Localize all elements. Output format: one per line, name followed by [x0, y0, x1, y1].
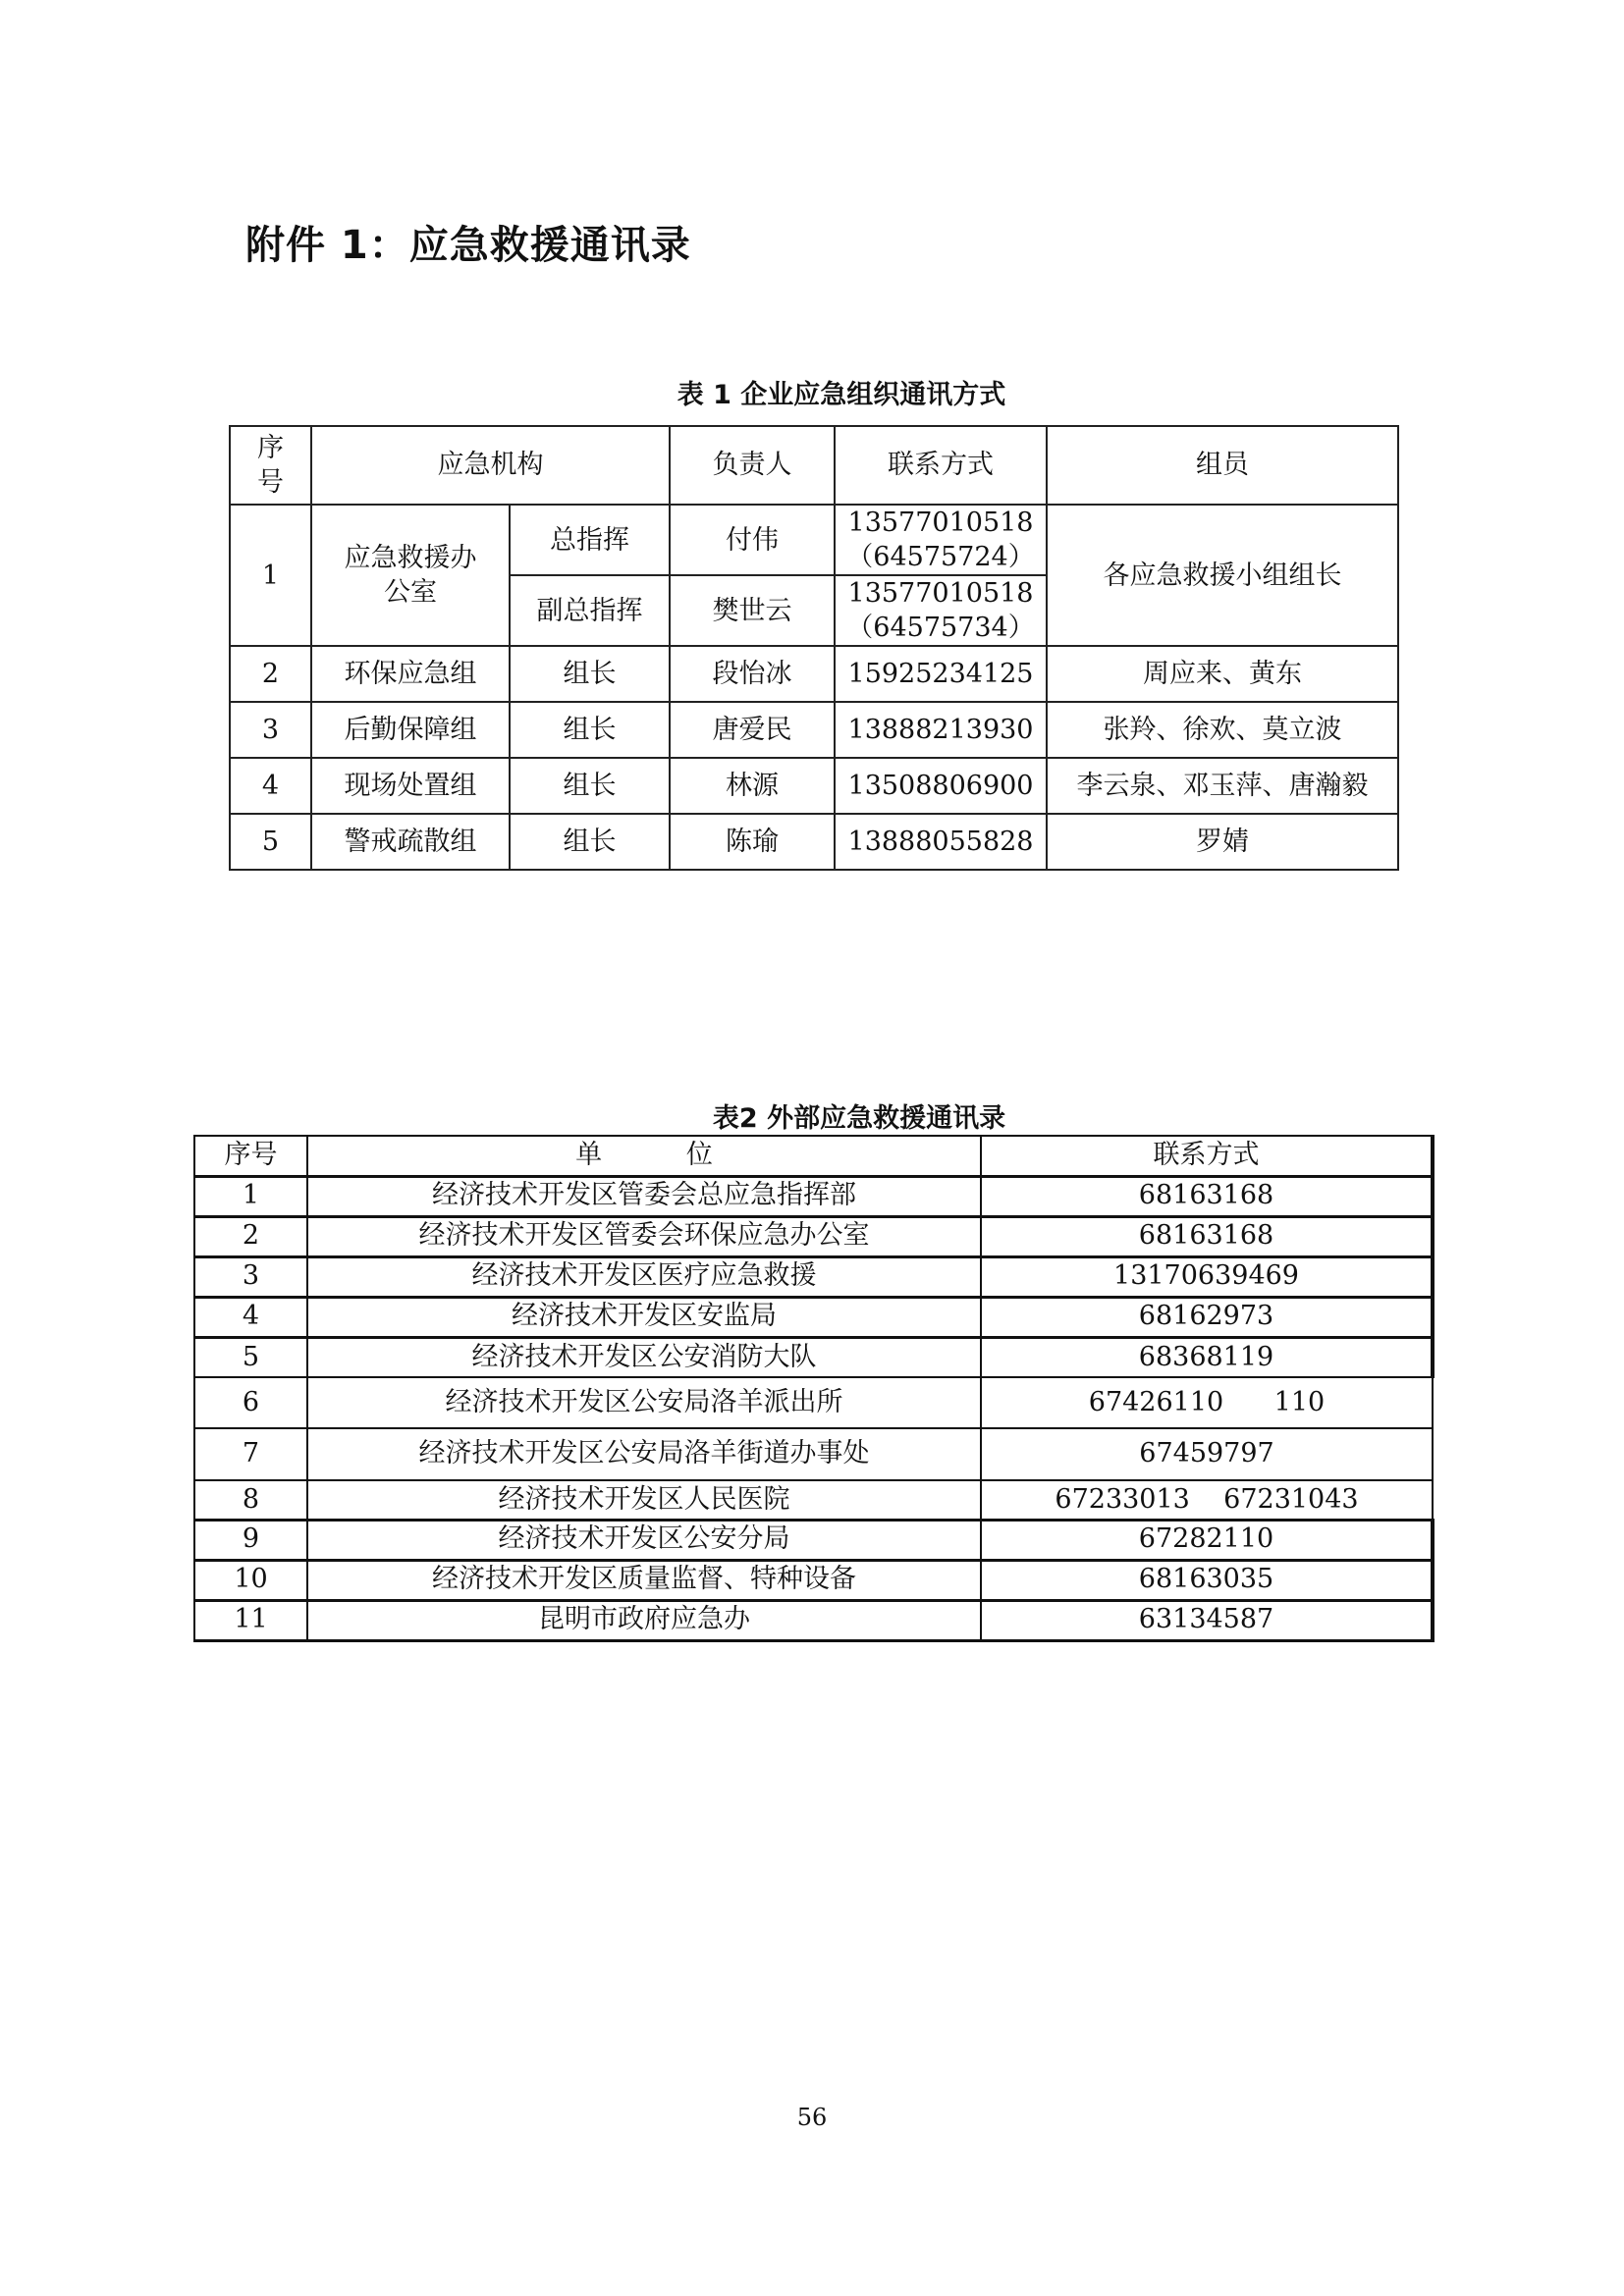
leader-name: 段怡冰	[670, 646, 835, 702]
row-seq: 4	[230, 758, 311, 814]
header-seq: 序号	[194, 1136, 307, 1176]
table-row	[194, 1480, 1433, 1520]
contact-phone: 67426110 110	[981, 1377, 1433, 1428]
row-seq: 3	[230, 702, 311, 758]
table-row	[194, 1428, 1433, 1480]
row-seq: 6	[194, 1377, 307, 1428]
members: 李云泉、邓玉萍、唐瀚毅	[1047, 758, 1398, 814]
leader-name: 林源	[670, 758, 835, 814]
table-row	[194, 1520, 1433, 1560]
table-row	[230, 646, 1398, 702]
table-row	[194, 1256, 1433, 1297]
unit-name: 经济技术开发区医疗应急救援	[307, 1256, 981, 1297]
unit-name: 经济技术开发区公安分局	[307, 1520, 981, 1560]
contact-phone: 68163168	[981, 1176, 1433, 1216]
table-row	[194, 1377, 1433, 1428]
emergency-org-table	[229, 425, 1399, 871]
table-row	[194, 1297, 1433, 1337]
row-seq: 7	[194, 1428, 307, 1480]
org-name: 应急救援办 公室	[311, 505, 510, 646]
row-seq: 8	[194, 1480, 307, 1520]
header-unit: 单 位	[307, 1136, 981, 1176]
row-seq: 4	[194, 1297, 307, 1337]
members: 罗婧	[1047, 814, 1398, 870]
table-row	[194, 1560, 1433, 1600]
leader-name: 陈瑜	[670, 814, 835, 870]
unit-name: 经济技术开发区公安消防大队	[307, 1337, 981, 1377]
role: 组长	[510, 758, 670, 814]
unit-name: 经济技术开发区安监局	[307, 1297, 981, 1337]
contact-phone: 67282110	[981, 1520, 1433, 1560]
unit-name: 经济技术开发区管委会环保应急办公室	[307, 1216, 981, 1256]
header-members: 组员	[1047, 426, 1398, 505]
leader-name: 唐爱民	[670, 702, 835, 758]
contact-phone: 13577010518 （64575724）	[835, 505, 1047, 575]
table1-header-row	[230, 426, 1398, 505]
unit-name: 昆明市政府应急办	[307, 1600, 981, 1640]
org-name: 现场处置组	[311, 758, 510, 814]
contact-phone: 68163035	[981, 1560, 1433, 1600]
role: 组长	[510, 814, 670, 870]
table-row	[194, 1337, 1433, 1377]
org-name: 环保应急组	[311, 646, 510, 702]
contact-phone: 68162973	[981, 1297, 1433, 1337]
header-org: 应急机构	[311, 426, 670, 505]
unit-name: 经济技术开发区公安局洛羊派出所	[307, 1377, 981, 1428]
row-seq: 11	[194, 1600, 307, 1640]
role: 总指挥	[510, 505, 670, 575]
role: 副总指挥	[510, 575, 670, 646]
header-contact: 联系方式	[981, 1136, 1433, 1176]
row-seq: 9	[194, 1520, 307, 1560]
contact-phone: 13170639469	[981, 1256, 1433, 1297]
leader-name: 樊世云	[670, 575, 835, 646]
table-row	[230, 505, 1398, 575]
unit-name: 经济技术开发区管委会总应急指挥部	[307, 1176, 981, 1216]
contact-phone: 68368119	[981, 1337, 1433, 1377]
row-seq: 5	[230, 814, 311, 870]
unit-name: 经济技术开发区人民医院	[307, 1480, 981, 1520]
row-seq: 3	[194, 1256, 307, 1297]
table-row	[230, 758, 1398, 814]
contact-phone: 13888055828	[835, 814, 1047, 870]
row-seq: 2	[230, 646, 311, 702]
external-contacts-table	[193, 1135, 1435, 1642]
members: 各应急救援小组组长	[1047, 505, 1398, 646]
row-seq: 5	[194, 1337, 307, 1377]
contact-phone: 67459797	[981, 1428, 1433, 1480]
table-row	[230, 702, 1398, 758]
contact-phone: 15925234125	[835, 646, 1047, 702]
contact-phone: 68163168	[981, 1216, 1433, 1256]
leader-name: 付伟	[670, 505, 835, 575]
members: 张羚、徐欢、莫立波	[1047, 702, 1398, 758]
table-row	[194, 1216, 1433, 1256]
table-row	[194, 1600, 1433, 1640]
table-row	[230, 814, 1398, 870]
row-seq: 1	[230, 505, 311, 646]
page-heading: 附件 1：应急救援通讯录	[245, 223, 691, 268]
header-contact: 联系方式	[835, 426, 1047, 505]
contact-phone: 13508806900	[835, 758, 1047, 814]
org-name: 后勤保障组	[311, 702, 510, 758]
table1-caption: 表 1 企业应急组织通讯方式	[677, 380, 1006, 410]
contact-phone: 13888213930	[835, 702, 1047, 758]
unit-name: 经济技术开发区质量监督、特种设备	[307, 1560, 981, 1600]
contact-phone: 67233013 67231043	[981, 1480, 1433, 1520]
row-seq: 2	[194, 1216, 307, 1256]
role: 组长	[510, 646, 670, 702]
header-leader: 负责人	[670, 426, 835, 505]
page-number: 56	[796, 2104, 828, 2131]
role: 组长	[510, 702, 670, 758]
org-name: 警戒疏散组	[311, 814, 510, 870]
row-seq: 10	[194, 1560, 307, 1600]
members: 周应来、黄东	[1047, 646, 1398, 702]
contact-phone: 13577010518 （64575734）	[835, 575, 1047, 646]
unit-name: 经济技术开发区公安局洛羊街道办事处	[307, 1428, 981, 1480]
contact-phone: 63134587	[981, 1600, 1433, 1640]
header-seq: 序 号	[230, 426, 311, 505]
table-row	[194, 1176, 1433, 1216]
table2-header-row	[194, 1136, 1433, 1176]
table2-caption: 表2 外部应急救援通讯录	[712, 1103, 1006, 1134]
row-seq: 1	[194, 1176, 307, 1216]
